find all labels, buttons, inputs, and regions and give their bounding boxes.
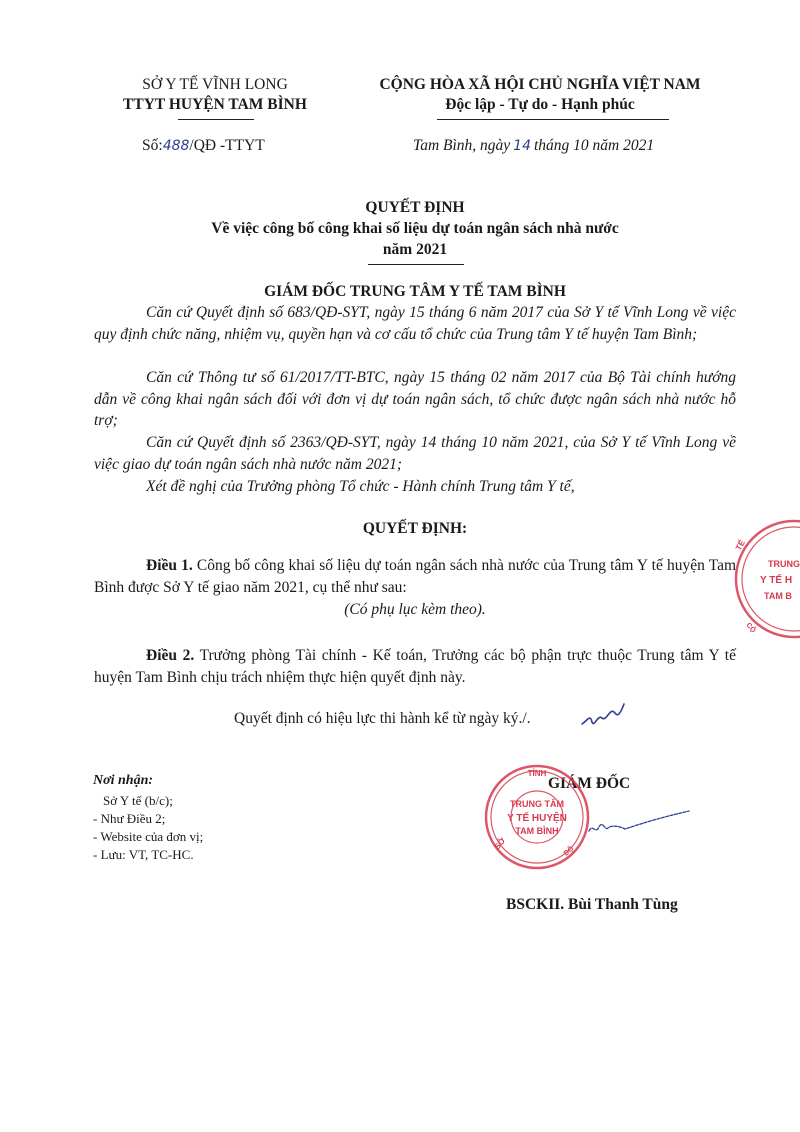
motto-underline <box>437 119 669 120</box>
article-1-note: (Có phụ lục kèm theo). <box>344 601 486 618</box>
agency-parent: SỞ Y TẾ VĨNH LONG <box>142 76 288 93</box>
recipient-item: - Như Điều 2; <box>93 811 166 826</box>
initial-scribble-icon <box>578 700 628 732</box>
edge-seal-icon <box>730 515 800 645</box>
edge-seal-line-3: TAM B <box>764 591 792 601</box>
recipient-item: - Lưu: VT, TC-HC. <box>93 847 194 862</box>
doc-number-prefix: Số: <box>142 137 163 154</box>
seal-top-text: TỈNH <box>527 769 547 778</box>
title-subject-line1: Về việc công bố công khai số liệu dự toán ngân sách nhà nước <box>211 220 619 237</box>
agency-name: TTYT HUYỆN TAM BÌNH <box>123 96 307 113</box>
place-date-prefix: Tam Bình, ngày <box>413 137 511 154</box>
seal-line-3: TAM BÌNH <box>515 826 559 836</box>
preamble-basis-2: Căn cứ Thông tư số 61/2017/TT-BTC, ngày 15 tháng 02 năm 2017 của Bộ Tài chính hướng dẫn về công khai ngân sách đối với đơn vị dự toán ngân sách, tổ chức được ngân sách nhà nước hỗ trợ; <box>94 369 736 429</box>
signer-name: BSCKII. Bùi Thanh Tùng <box>506 896 678 913</box>
nation-name: CỘNG HÒA XÃ HỘI CHỦ NGHĨA VIỆT NAM <box>379 76 701 93</box>
edge-seal-bottom-text: CỘ <box>744 621 757 635</box>
agency-block <box>90 75 340 115</box>
agency-underline <box>178 119 254 120</box>
recipients-title: Nơi nhận: <box>93 773 154 788</box>
seal-left-text: SỞ <box>492 836 508 852</box>
article-1-text: Công bố công khai số liệu dự toán ngân sách nhà nước của Trung tâm Y tế huyện Tam Bình được Sở Y tế giao năm 2021, cụ thể như sau: <box>94 557 737 596</box>
edge-seal-line-1: TRUNG <box>768 559 800 569</box>
authority: GIÁM ĐỐC TRUNG TÂM Y TẾ TAM BÌNH <box>264 283 566 300</box>
article-1-label: Điều 1. <box>146 557 193 574</box>
doc-number-handwritten: 488 <box>162 138 190 154</box>
decision-heading: QUYẾT ĐỊNH: <box>362 520 468 537</box>
nation-block <box>340 75 740 115</box>
place-date <box>413 137 654 155</box>
title-underline <box>368 264 464 265</box>
title-subject-line2: năm 2021 <box>382 241 448 258</box>
recipient-item: Sở Y tế (b/c); <box>103 793 173 808</box>
doc-number-suffix: /QĐ -TTYT <box>189 137 265 154</box>
article-1 <box>94 555 736 598</box>
title-heading: QUYẾT ĐỊNH <box>365 199 465 216</box>
place-date-suffix: tháng 10 năm 2021 <box>534 137 655 154</box>
seal-line-2: Y TẾ HUYỆN <box>507 813 567 824</box>
article-2 <box>94 645 736 688</box>
seal-line-1: TRUNG TÂM <box>510 799 564 809</box>
effect-clause: Quyết định có hiệu lực thi hành kể từ ngày ký./. <box>234 710 531 727</box>
edge-seal-line-2: Y TẾ H <box>760 575 793 586</box>
preamble-basis-1: Căn cứ Quyết định số 683/QĐ-SYT, ngày 15 tháng 6 năm 2017 của Sở Y tế Vĩnh Long về việc quy định chức năng, nhiệm vụ, quyền hạn và cơ cấu tổ chức của Trung tâm Y tế huyện Tam Bình; <box>94 304 736 343</box>
nation-motto: Độc lập - Tự do - Hạnh phúc <box>445 96 635 113</box>
article-2-text: Trưởng phòng Tài chính - Kế toán, Trưởng các bộ phận trực thuộc Trung tâm Y tế huyện Tam Bình chịu trách nhiệm thực hiện quyết định này. <box>94 647 736 686</box>
edge-seal-left-text: TẾ <box>733 538 747 552</box>
doc-number <box>142 137 265 155</box>
day-handwritten: 14 <box>513 138 531 154</box>
article-2-label: Điều 2. <box>146 647 195 664</box>
document-title <box>90 197 740 260</box>
official-seal-icon <box>482 762 592 872</box>
signer-position: GIÁM ĐỐC <box>548 775 631 792</box>
seal-bottom-text: ĐỘ <box>562 845 576 858</box>
preamble-proposal: Xét đề nghị của Trưởng phòng Tổ chức - Hành chính Trung tâm Y tế, <box>146 478 575 495</box>
preamble-basis-3: Căn cứ Quyết định số 2363/QĐ-SYT, ngày 14 tháng 10 năm 2021, của Sở Y tế Vĩnh Long về việc giao dự toán ngân sách nhà nước năm 2021; <box>94 434 736 473</box>
signature-scribble-icon <box>585 805 695 845</box>
recipient-item: - Website của đơn vị; <box>93 829 204 844</box>
